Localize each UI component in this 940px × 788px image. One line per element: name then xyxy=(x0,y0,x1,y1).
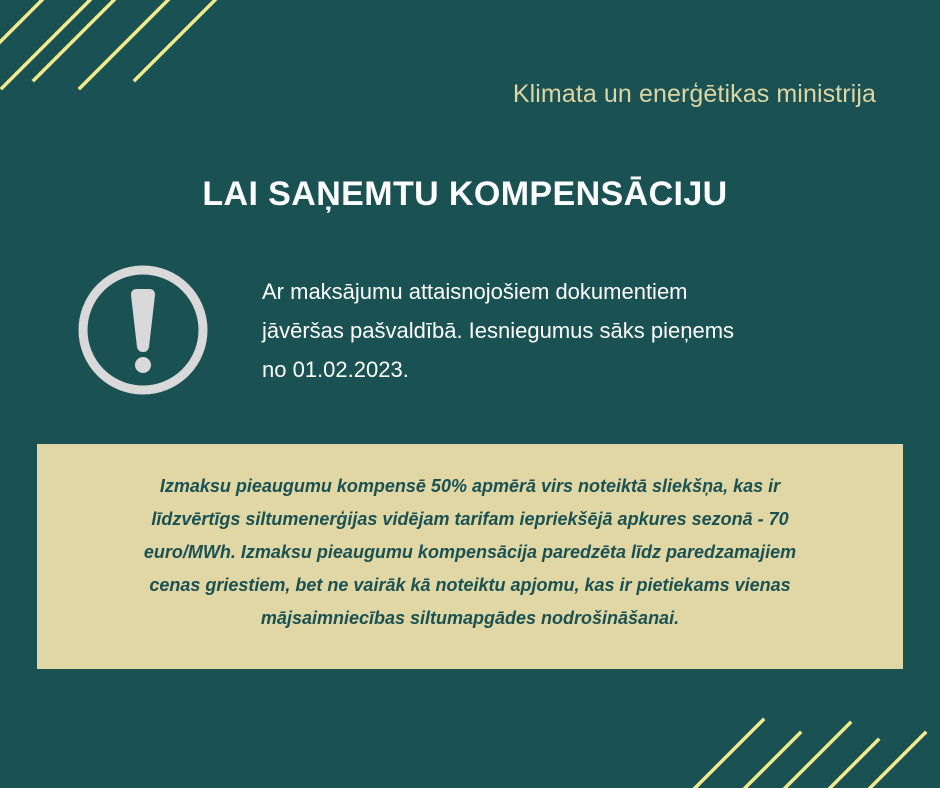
notice-line: no 01.02.2023. xyxy=(262,357,409,382)
decorative-stripes-top-left xyxy=(0,0,240,90)
notice-line: jāvēršas pašvaldībā. Iesniegumus sāks pieņems xyxy=(262,318,735,343)
info-line: mājsaimniecības siltumapgādes nodrošināšanai. xyxy=(260,608,680,628)
organization-name: Klimata un enerģētikas ministrija xyxy=(512,80,876,108)
info-box xyxy=(37,444,903,669)
info-line: cenas griestiem, bet ne vairāk kā noteiktu apjomu, kas ir pietiekams vienas xyxy=(149,575,791,595)
info-line: līdzvērtīgs siltumenerģijas vidējam tarifam iepriekšējā apkures sezonā - 70 xyxy=(151,509,789,529)
notice-text xyxy=(262,272,862,389)
info-line: Izmaksu pieaugumu kompensē 50% apmērā virs noteiktā sliekšņa, kas ir xyxy=(159,476,781,496)
decorative-stripes-bottom-right xyxy=(660,713,940,788)
page-title: LAI SAŅEMTU KOMPENSĀCIJU xyxy=(202,175,728,213)
notice-line: Ar maksājumu attaisnojošiem dokumentiem xyxy=(262,279,688,304)
info-line: euro/MWh. Izmaksu pieaugumu kompensācija paredzēta līdz paredzamajiem xyxy=(143,542,797,562)
exclamation-circle-icon xyxy=(74,261,212,399)
